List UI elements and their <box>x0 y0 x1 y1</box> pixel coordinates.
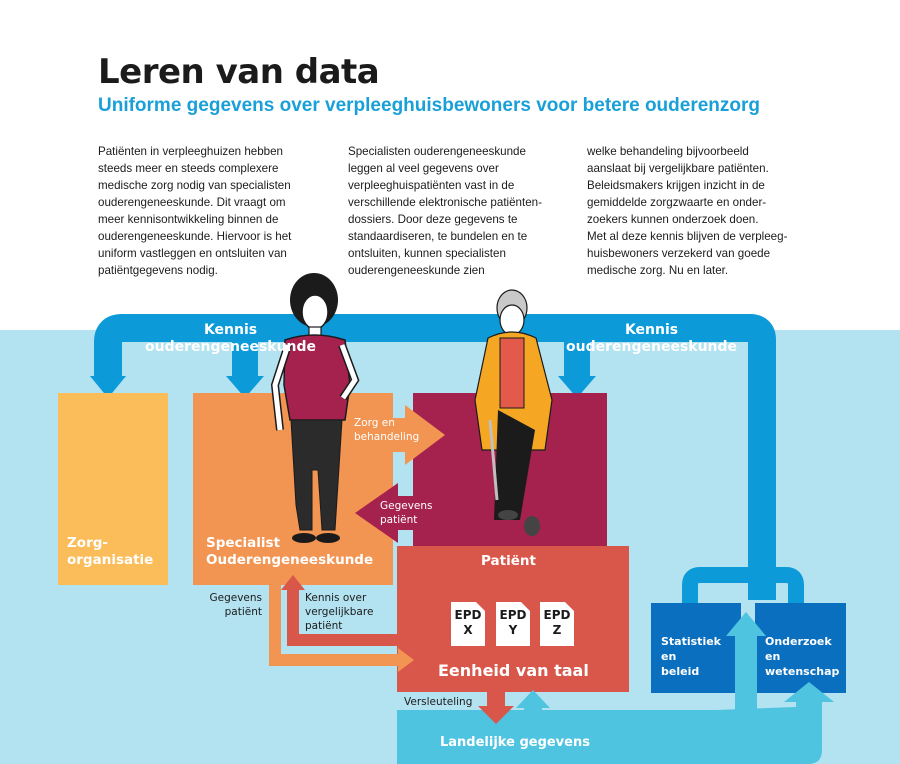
page-subtitle: Uniforme gegevens over verpleeghuisbewoners voor betere ouderenzorg <box>98 95 761 116</box>
patient-label: Patiënt <box>481 553 536 569</box>
page-title: Leren van data <box>98 52 380 92</box>
intro-column-1: Patiënten in verpleeghuizen hebben steeds meer en steeds complexere medische zorg nodig van specialisten ouderengeneeskunde. Dit vraagt om meer kennisontwikkeling binnen de ouderengeneeskunde. Hiervoor is het uniform vastleggen en ontsluiten van patiëntgegevens nodig. <box>98 145 292 277</box>
landelijke-gegevens-label: Landelijke gegevens <box>440 735 590 750</box>
zorg-behandeling-label: Zorg en behandeling <box>354 417 420 443</box>
zorgorganisatie-label: Zorg- organisatie <box>67 535 154 568</box>
onderzoek-label: Onderzoek en wetenschap <box>765 635 840 678</box>
intro-column-3: welke behandeling bijvoorbeeld aanslaat bij vergelijkbare patiënten. Beleidsmakers krijgen inzicht in de gemiddelde zorgzwaarte en onder- zoekers kunnen onderzoek doen. Met al deze kennis blijven de verpleeg- huisbewoners verzekerd van goede medische zorg. Nu en later. <box>587 145 788 277</box>
versleuteling-label: Versleuteling <box>404 696 473 708</box>
epd-y-icon: EPD Y <box>496 602 530 646</box>
gegevens-patient-side-label: Gegevens patiënt <box>209 592 262 618</box>
epd-x-icon: EPD X <box>451 602 485 646</box>
eenheid-van-taal-label: Eenheid van taal <box>438 661 589 680</box>
epd-z-icon: EPD Z <box>540 602 574 646</box>
kennis-label-left: Kennis ouderengeneeskunde <box>145 322 317 355</box>
statistiek-label: Statistiek en beleid <box>661 635 721 678</box>
kennis-label-right: Kennis ouderengeneeskunde <box>566 322 738 355</box>
gegevens-patient-arrow-label: Gegevens patiënt <box>380 500 433 526</box>
kennis-vergelijkbare-label: Kennis over vergelijkbare patiënt <box>305 592 374 632</box>
intro-column-2: Specialisten ouderengeneeskunde leggen al veel gegevens over verpleeghuispatiënten vast in de verschillende elektronische patiënten- dossiers. Door deze gegevens te standaardiseren, te bundelen en te ontsluiten, kunnen specialisten ouderengeneeskunde zien <box>348 145 542 277</box>
specialist-label: Specialist Ouderengeneeskunde <box>206 535 374 568</box>
